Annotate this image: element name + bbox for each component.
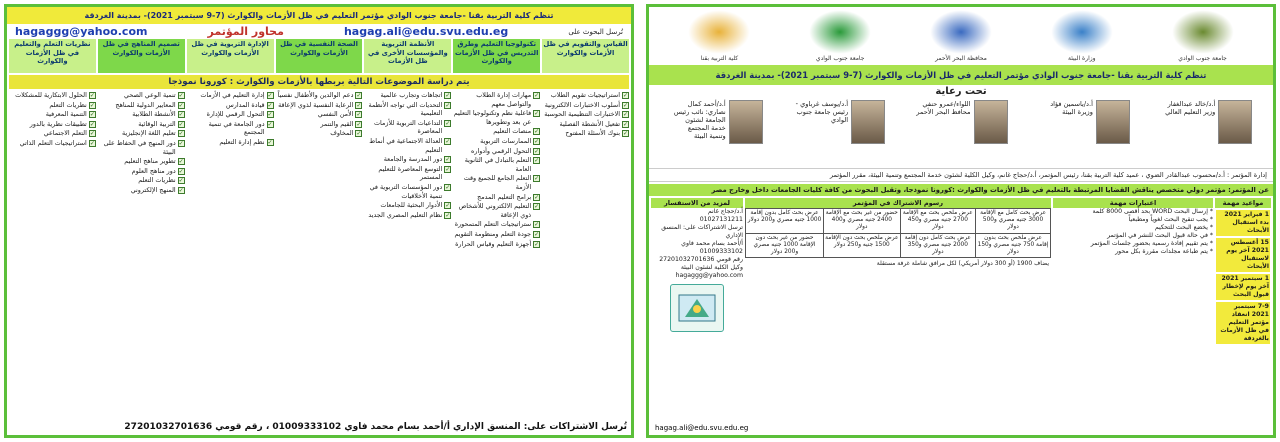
- fees-row: [746, 233, 1051, 258]
- checkbox-icon: ✓: [89, 130, 95, 138]
- logo-name: كلية التربية بقنا: [700, 55, 739, 62]
- axis-item-text: التعلم بالتبادل في الثانوية العامة: [464, 156, 532, 173]
- footer-email[interactable]: hagag.ali@edu.svu.edu.eg: [655, 424, 749, 432]
- right-flyer: [646, 4, 1276, 438]
- checkbox-icon: ✓: [622, 120, 628, 128]
- patron: [915, 100, 1008, 164]
- axis-item: [453, 220, 540, 229]
- axis-column: [364, 39, 451, 73]
- axis-item-text: التحول الرقمي للإدارة: [206, 110, 265, 119]
- checkbox-icon: ✓: [534, 147, 540, 155]
- axis-item: [542, 120, 629, 129]
- contact-line: وكيل الكلية لشئون البيئة: [680, 264, 743, 271]
- axis-item: [453, 137, 540, 146]
- axis-items: [364, 91, 451, 249]
- axis-item: [187, 101, 274, 110]
- send-note: تُرسل البحوث على: [568, 27, 623, 36]
- contact-column: [651, 198, 743, 414]
- axis-item: [542, 129, 629, 138]
- axis-item-text: تفعيل الأنشطة الفصلية: [559, 119, 620, 128]
- topic-stripe: يتم دراسة الموضوعات التالية بربطها بالأزمات والكوارث : كورونا نموذجا: [9, 75, 629, 89]
- axis-item-text: استراتيجيات تقويم الطلاب: [550, 91, 620, 99]
- fees-note: يضاف 1900 (أو 300 دولار أمريكي) لكل مرافق شاملة غرفة مستقلة: [876, 260, 1049, 268]
- logo-icon: [688, 10, 750, 54]
- conditions-column: [1053, 198, 1213, 414]
- patron-photo: [729, 100, 763, 144]
- axis-item: [9, 139, 96, 148]
- axis-item-text: ستراتيجيات التعلم المتمحورة: [454, 220, 532, 229]
- axis-item: [9, 120, 96, 129]
- axis-item: [542, 91, 629, 100]
- axis-item: [187, 120, 274, 137]
- checkbox-icon: ✓: [622, 130, 628, 138]
- condition-item: * يتم تقييم إفادة رسمية بحضور جلسات المؤتمر: [1090, 240, 1213, 247]
- axis-item: [453, 91, 540, 108]
- checkbox-icon: ✓: [89, 120, 95, 128]
- axis-item-text: الأمن النفسي: [317, 110, 354, 119]
- checkbox-icon: ✓: [534, 157, 540, 165]
- checkbox-icon: ✓: [534, 92, 540, 99]
- patron-title: تحت رعاية: [935, 86, 987, 97]
- axis-item-text: الحلول الابتكارية للمشكلات: [15, 91, 87, 99]
- axis-item: [364, 211, 451, 220]
- axis-item: [453, 147, 540, 156]
- checkbox-icon: ✓: [267, 92, 273, 99]
- axis-item: [187, 138, 274, 147]
- axis-item-text: العدالة الاجتماعية في أنماط التعليم: [369, 136, 443, 154]
- axis-item-text: الأنشطة الطلابية: [132, 110, 176, 119]
- axis-item-text: جودة التعلم ومنظومة التقويم: [454, 229, 532, 238]
- axes-columns: [7, 39, 631, 73]
- axis-item: [98, 186, 185, 195]
- axis-item: [542, 110, 629, 119]
- axis-item: [98, 110, 185, 119]
- axis-item: [98, 91, 185, 100]
- logo-name: وزارة البيئة: [1068, 55, 1096, 62]
- contact-line: ترسل الاشتراكات على: المنسق الإداري: [661, 224, 743, 239]
- axis-item: [98, 167, 185, 176]
- axis-item-text: الأدوار البحثية للجامعات: [380, 201, 443, 210]
- checkbox-icon: ✓: [534, 128, 540, 136]
- condition-item: * يخضع البحث للتحكيم: [1154, 224, 1213, 231]
- conference-banner: تنظم كلية التربية بقنا -جامعة جنوب الوادي مؤتمر التعليم في ظل الأزمات والكوارث (7-9 سبتمبر 2021)- بمدينة الغردقة: [7, 7, 631, 24]
- axis-item: [276, 120, 363, 129]
- axis-item: [98, 157, 185, 166]
- checkbox-icon: ✓: [445, 165, 451, 173]
- checkbox-icon: ✓: [534, 137, 540, 145]
- axis-items: [98, 91, 185, 249]
- checkbox-icon: ✓: [178, 101, 184, 109]
- stamp-logo-icon: [670, 284, 724, 332]
- axis-items: [9, 91, 96, 249]
- checkbox-icon: ✓: [178, 120, 184, 128]
- logo-wrap: [1172, 10, 1234, 62]
- logo-name: جامعة جنوب الوادي: [815, 55, 865, 62]
- axis-item-text: دور المنهج في الحفاظ على البيئة: [103, 138, 176, 156]
- fees-column: [745, 198, 1051, 414]
- checkbox-icon: ✓: [534, 175, 540, 183]
- axis-items: [276, 91, 363, 249]
- axis-item-text: تعليم اللغة الإنجليزية: [122, 129, 176, 138]
- checkbox-icon: ✓: [178, 130, 184, 138]
- patrons-row: [649, 98, 1273, 166]
- logo-icon: [930, 10, 992, 54]
- axis-column: [453, 39, 540, 73]
- axis-item: [9, 110, 96, 119]
- patron-name: أ.د/ياسمين فؤاد وزيرة البيئة: [1050, 100, 1093, 116]
- condition-item: * في حالة قبول البحث للنشر في المؤتمر: [1107, 232, 1213, 239]
- axis-item-text: القيم والتنمر: [320, 119, 354, 128]
- patron-photo: [1218, 100, 1252, 144]
- checkbox-icon: ✓: [622, 101, 628, 109]
- axis-header: الإدارة التربوية في ظل الأزمات والكوارث: [187, 39, 274, 73]
- logo-icon: [809, 10, 871, 54]
- axes-columns-lower: [7, 91, 631, 249]
- email-edu[interactable]: hagag.ali@edu.svu.edu.eg: [343, 25, 509, 38]
- patron-name: اللواء/عمرو حنفي محافظ البحر الأحمر: [916, 100, 971, 116]
- axis-item-text: منصات التعليم: [493, 127, 532, 136]
- axis-item-text: تطبيقات نظرية بالدور: [29, 119, 87, 128]
- fees-cell: عرض ملخص بحث بدون إقامة 750 جنيه مصري و150 دولار: [976, 233, 1051, 258]
- patron-photo: [974, 100, 1008, 144]
- axis-header: الأنظمة التربوية والمؤسسات الأخرى في ظل الأزمات: [364, 39, 451, 73]
- axis-items: [542, 91, 629, 249]
- checkbox-icon: ✓: [178, 177, 184, 185]
- checkbox-icon: ✓: [445, 211, 451, 219]
- contact-line: hagaggg@yahoo.com: [675, 272, 743, 279]
- contact-line: رقم قومي 27201032701636: [659, 256, 743, 263]
- axis-column: [542, 39, 629, 73]
- axis-item: [364, 101, 451, 118]
- axis-item: [364, 119, 451, 136]
- axis-item: [276, 101, 363, 110]
- axis-item-text: نظريات التعلم: [138, 176, 176, 185]
- checkbox-icon: ✓: [267, 120, 273, 128]
- axis-item-text: دور مناهج العلوم: [131, 166, 176, 175]
- axis-item-text: التعلم الاجتماعي: [43, 129, 87, 138]
- subscription-footer: تُرسل الاشتراكات على: المنسق الإداري أ/أحمد بسام محمد فاوي 01009333102 ، رقم قومي 27201032701636: [124, 422, 627, 432]
- checkbox-icon: ✓: [178, 92, 184, 99]
- axis-item: [276, 110, 363, 119]
- axis-item-text: التحديات التي تواجه الأنظمة التعليمية: [368, 100, 443, 118]
- axis-items: [453, 91, 540, 249]
- checkbox-icon: ✓: [445, 137, 451, 145]
- axis-item-text: دعم الوالدين والأطفال نفسياً: [277, 91, 354, 99]
- about-conference: عن المؤتمر: مؤتمر دولي متخصص يناقش القضايا المرتبطة بالتعليم في ظل الأزمات والكوارث :كورونا نموذجا، وتقبل البحوث من كافة كليات الجامعات داخل وخارج مصر: [649, 184, 1273, 196]
- axis-item: [9, 129, 96, 138]
- axis-header: الصحة النفسية في ظل الأزمات والكوارث: [276, 39, 363, 73]
- logo-row: [649, 7, 1273, 65]
- checkbox-icon: ✓: [89, 92, 95, 99]
- axis-item-text: استراتيجيات التعلم الذاتي: [19, 138, 87, 147]
- axis-item-text: قيادة المدارس: [225, 100, 265, 109]
- logo-icon: [1172, 10, 1234, 54]
- axis-column: [187, 39, 274, 73]
- patron-name: أ.د/يوسف غرباوي - رئيس جامعة جنوب الوادي: [795, 100, 849, 124]
- axis-item-text: بنوك الأسئلة المفتوح: [565, 129, 620, 138]
- axis-item-text: الممارسات التربوية: [480, 136, 532, 145]
- checkbox-icon: ✓: [356, 130, 362, 138]
- axis-column: [98, 39, 185, 73]
- axis-item-text: أجهزة التعليم وقياس الحرارة: [455, 239, 532, 248]
- checkbox-icon: ✓: [534, 240, 540, 248]
- checkbox-icon: ✓: [445, 92, 451, 99]
- axis-item: [453, 240, 540, 249]
- axis-item: [453, 109, 540, 126]
- checkbox-icon: ✓: [534, 221, 540, 229]
- axis-item: [276, 129, 363, 138]
- logo-name: جامعة جنوب الوادي: [1178, 55, 1227, 62]
- dates-column: [1215, 198, 1271, 414]
- patron-photo: [851, 100, 885, 144]
- fees-cell: عرض بحث كامل دون إقامة 2000 جنيه مصري و350 دولار: [900, 233, 976, 258]
- logo-icon: [1051, 10, 1113, 54]
- axis-item-text: نظام التعليم المصري الجديد: [368, 210, 443, 219]
- checkbox-icon: ✓: [534, 203, 540, 211]
- fees-table: [745, 208, 1051, 258]
- axis-item: [187, 91, 274, 100]
- axis-item-text: أسلوب الاختبارات الالكترونية: [544, 100, 620, 109]
- checkbox-icon: ✓: [356, 111, 362, 119]
- axis-item-text: المعايير الدولية للمناهج: [115, 100, 176, 109]
- checkbox-icon: ✓: [267, 101, 273, 109]
- axis-item-text: دور المدرسة والجامعة: [383, 155, 443, 164]
- axis-item: [364, 155, 451, 164]
- left-flyer: [4, 4, 634, 438]
- patron-name: أ.د/أحمد كمال نصاري: نائب رئيس الجامعة لشئون خدمة المجتمع وتنمية البيئة: [673, 100, 726, 140]
- date-item: 15 أغسطس 2021 آخر يوم لاستقبال الأبحاث: [1216, 238, 1270, 272]
- dates-header: مواعيد مهمة: [1215, 198, 1271, 208]
- checkbox-icon: ✓: [178, 186, 184, 194]
- axis-column: [9, 39, 96, 73]
- axis-item-text: التعليم الالكتروني للأشخاص ذوي الإعاقة: [458, 202, 532, 219]
- checkbox-icon: ✓: [89, 139, 95, 147]
- date-item: 1 فبراير 2021 بدء استقبال الأبحاث: [1216, 210, 1270, 236]
- axis-item-text: التنمية المعرفية: [45, 110, 87, 119]
- axis-header: تكنولوجيا التعليم وطرق التدريس في ظل الأزمات والكوارث: [453, 39, 540, 73]
- axis-item-text: دور المؤسسات التربوية في تنمية الأخلاقيات: [369, 182, 443, 200]
- condition-item: * يتم طباعة مجلدات مقررة بكل محور: [1115, 248, 1213, 255]
- checkbox-icon: ✓: [267, 138, 273, 146]
- checkbox-icon: ✓: [178, 111, 184, 119]
- axis-header: تصميم المناهج في ظل الأزمات والكوارث: [98, 39, 185, 73]
- axis-item: [364, 201, 451, 210]
- checkbox-icon: ✓: [178, 167, 184, 175]
- patron: [792, 100, 885, 164]
- fees-cell: عرض ملخص بحث دون الإقامة 1500 جنيه و250 دولار: [824, 233, 901, 258]
- axis-item: [542, 101, 629, 110]
- checkbox-icon: ✓: [445, 101, 451, 109]
- axis-item-text: التعلم الجامع للجميع وقت الأزمة: [463, 174, 532, 191]
- axis-item-text: مهارات إدارة الطلاب والتواصل معهم: [476, 91, 532, 108]
- axis-item-text: اتجاهات وتجارب عالمية: [380, 91, 443, 99]
- patron-name: أ.د/خالد عبدالغفار وزير التعليم العالي: [1165, 100, 1216, 116]
- axis-item-text: المخاوف: [330, 129, 354, 138]
- contact-line: أ.د/حجاج غانم: [707, 208, 743, 215]
- date-item: 7-9 سبتمبر 2021 انعقاد مؤتمر التعليم في ظل الأزمات بالغردقة: [1216, 302, 1270, 344]
- axis-header: نظريات التعلم والتعليم في ظل الأزمات والكوارث: [9, 39, 96, 73]
- axis-item-text: الرعاية النفسية لذوي الإعاقة: [278, 100, 354, 109]
- fees-cell: عرض بحث كامل بدون إقامة 1000 جنيه مصري و200 دولار: [746, 209, 824, 234]
- checkbox-icon: ✓: [89, 111, 95, 119]
- checkbox-icon: ✓: [445, 156, 451, 164]
- axis-item-text: الاختبارات التنظيمية الحوسبة: [544, 110, 620, 119]
- condition-item: * يجب تنقيح البحث لغوياً ومطبعياً: [1128, 216, 1213, 223]
- contact-line: 01009333102: [699, 248, 743, 255]
- logo-wrap: [688, 10, 750, 62]
- admin-line: إدارة المؤتمر : أ.د/محسوب عبدالقادر الضوي ، عميد كلية التربية بقنا، رئيس المؤتمر، أ.د/حجاج غانم، وكيل الكلية لشئون خدمة المجتمع وتنمية البيئة، مقرر المؤتمر: [649, 168, 1273, 182]
- checkbox-icon: ✓: [534, 230, 540, 238]
- checkbox-icon: ✓: [356, 101, 362, 109]
- axis-item-text: إدارة التعليم في الأزمات: [200, 91, 265, 99]
- axis-item: [98, 120, 185, 129]
- axis-item-text: تطوير مناهج التعليم: [124, 157, 176, 166]
- fees-header: رسوم الاشتراك في المؤتمر: [745, 198, 1051, 208]
- email-row: [7, 24, 631, 39]
- axis-item: [453, 193, 540, 202]
- axis-item-text: دور الجامعة في تنمية المجتمع: [208, 119, 265, 137]
- axes-label: محاور المؤتمر: [207, 25, 284, 38]
- axis-item-text: التداعيات التربوية للأزمات المعاصرة: [374, 118, 443, 136]
- checkbox-icon: ✓: [622, 92, 628, 99]
- checkbox-icon: ✓: [267, 111, 273, 119]
- checkbox-icon: ✓: [89, 101, 95, 109]
- axis-item: [364, 165, 451, 182]
- contact-header: لمزيد من الاستفسار: [651, 198, 743, 208]
- conditions-header: اعتبارات مهمة: [1053, 198, 1213, 208]
- details-section: [649, 196, 1273, 416]
- axis-item: [276, 91, 363, 100]
- checkbox-icon: ✓: [534, 110, 540, 118]
- checkbox-icon: ✓: [356, 120, 362, 128]
- axis-item: [364, 137, 451, 154]
- axis-item: [98, 101, 185, 110]
- patron: [670, 100, 763, 164]
- fees-cell: عرض ملخص بحث مع الإقامة 2700 جنيه مصري و450 دولار: [900, 209, 976, 234]
- fees-cell: حضور من غير بحث مع الإقامة 2400 جنيه مصري و400 دولار: [824, 209, 901, 234]
- checkbox-icon: ✓: [622, 111, 628, 119]
- checkbox-icon: ✓: [534, 193, 540, 201]
- axis-item: [364, 183, 451, 200]
- axis-item-text: التحول الرقمي وأدواره: [471, 146, 532, 155]
- fees-cell: عرض بحث كامل مع الإقامة 3000 جنيه مصري و500 دولار: [976, 209, 1051, 234]
- axis-item: [453, 202, 540, 219]
- fees-cell: حضور من غير بحث دون الإقامة 1000 جنيه مصري و200 دولار: [746, 233, 824, 258]
- contact-line: 01027131211: [699, 216, 743, 223]
- conference-banner-right: تنظم كلية التربية بقنا -جامعة جنوب الوادي مؤتمر التعليم في ظل الأزمات والكوارث (7-9 سبتمبر 2021)- بمدينة الغردقة: [649, 65, 1273, 85]
- axis-item-text: نظم إدارة التعليم: [219, 137, 265, 146]
- checkbox-icon: ✓: [178, 139, 184, 147]
- axis-item-text: التوسع المعاصرة للتعليم المستمر: [378, 164, 443, 182]
- checkbox-icon: ✓: [445, 119, 451, 127]
- email-yahoo[interactable]: hagaggg@yahoo.com: [15, 25, 148, 38]
- axis-header: القياس والتقويم في ظل الأزمات والكوارث: [542, 39, 629, 73]
- axis-item-text: فاعلية نظم وتكنولوجيا التعليم عن بعد وتطويرها: [453, 109, 532, 126]
- axis-item-text: المنهج الإلكتروني: [130, 185, 176, 194]
- patron-photo: [1096, 100, 1130, 144]
- logo-wrap: [930, 10, 992, 62]
- patron: [1159, 100, 1252, 164]
- axis-item-text: تنمية الوعي الصحي: [124, 91, 176, 99]
- checkbox-icon: ✓: [178, 158, 184, 166]
- checkbox-icon: ✓: [356, 92, 362, 99]
- axis-column: [276, 39, 363, 73]
- condition-item: * إرسال البحث WORD بحد أقصى 8000 كلمة: [1092, 208, 1213, 215]
- axis-item: [98, 129, 185, 138]
- axis-item: [453, 230, 540, 239]
- patron: [1037, 100, 1130, 164]
- axis-item: [453, 127, 540, 136]
- axis-item-text: التربية الوقائية: [138, 119, 176, 128]
- logo-wrap: [809, 10, 871, 62]
- axis-item: [453, 174, 540, 191]
- axis-item: [364, 91, 451, 100]
- checkbox-icon: ✓: [445, 183, 451, 191]
- date-item: 1 سبتمبر 2021 آخر يوم لإخطار قبول البحث: [1216, 274, 1270, 300]
- axis-item: [187, 110, 274, 119]
- axis-item: [98, 176, 185, 185]
- axis-items: [187, 91, 274, 249]
- axis-item-text: نظريات التعلم: [49, 100, 87, 109]
- logo-wrap: [1051, 10, 1113, 62]
- fees-row: [746, 209, 1051, 234]
- contact-line: أ/أحمد بسام محمد فاوي: [681, 240, 743, 247]
- logo-name: محافظة البحر الأحمر: [935, 55, 987, 62]
- axis-item: [453, 156, 540, 173]
- axis-item: [9, 101, 96, 110]
- axis-item: [98, 139, 185, 156]
- axis-item-text: برامج التعليم المدمج: [477, 192, 532, 201]
- checkbox-icon: ✓: [445, 202, 451, 210]
- axis-item: [9, 91, 96, 100]
